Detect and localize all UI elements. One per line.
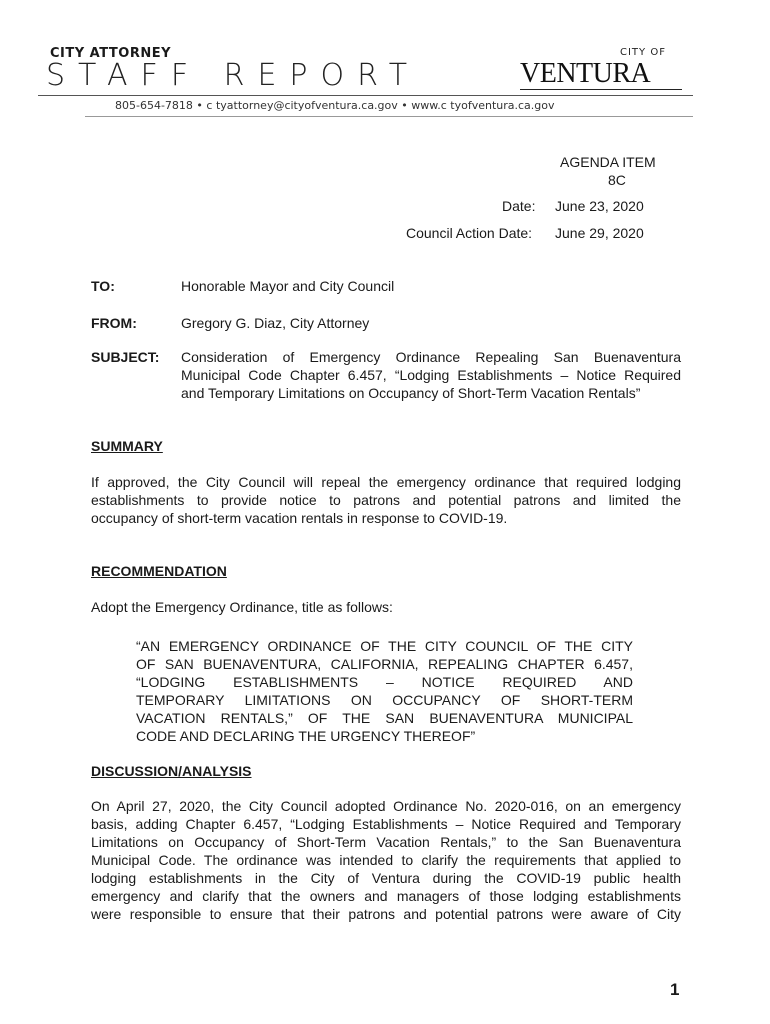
agenda-item: 8C (608, 172, 626, 188)
report-title: STAFF REPORT (46, 58, 421, 93)
ventura-logo (520, 60, 682, 88)
subject-line: Consideration of Emergency Ordinance Repealing San Buenaventura (181, 349, 681, 365)
council-date-label: Council Action Date: (406, 225, 533, 241)
quote-line: CODE AND DECLARING THE URGENCY THEREOF” (136, 728, 476, 744)
subject-line: Municipal Code Chapter 6.457, “Lodging Establishments – Notice Required (181, 367, 681, 383)
quote-line: OF SAN BUENAVENTURA, CALIFORNIA, REPEALING CHAPTER 6.457, (136, 656, 633, 672)
recommendation-heading: RECOMMENDATION (91, 563, 227, 579)
date-label: Date: (502, 198, 536, 214)
discussion-line: were responsible to ensure that their patrons and potential patrons were aware of City (91, 906, 681, 922)
council-date-value: June 29, 2020 (555, 225, 644, 241)
quote-line: VACATION RENTALS,” OF THE SAN BUENAVENTURA MUNICIPAL (136, 710, 633, 726)
subject-label: SUBJECT: (91, 349, 160, 365)
contact-line: 805-654-7818 • c tyattorney@cityofventura.ca.gov • www.c tyofventura.ca.gov (115, 99, 555, 112)
to-value: Honorable Mayor and City Council (181, 278, 395, 294)
summary-heading: SUMMARY (91, 438, 163, 454)
summary-paragraph (91, 473, 681, 527)
discussion-line: Limitations on Occupancy of Short-Term Vacation Rentals,” to the San Buenaventura (91, 834, 681, 850)
discussion-line: Municipal Code. The ordinance was intended to clarify the requirements that applied to (91, 852, 681, 868)
date-value: June 23, 2020 (555, 198, 644, 214)
discussion-line: basis, adding Chapter 6.457, “Lodging Establishments – Notice Required and Temporary (91, 816, 681, 832)
to-label: TO: (91, 278, 115, 294)
from-label: FROM: (91, 315, 137, 331)
discussion-heading: DISCUSSION/ANALYSIS (91, 763, 252, 779)
summary-line: occupancy of short-term vacation rentals in response to COVID-19. (91, 510, 508, 526)
discussion-paragraph (91, 797, 681, 923)
recommendation-intro: Adopt the Emergency Ordinance, title as follows: (91, 599, 393, 615)
ordinance-title-quote (136, 637, 633, 745)
discussion-line: On April 27, 2020, the City Council adopted Ordinance No. 2020-016, on an emergency (91, 798, 681, 814)
quote-line: “LODGING ESTABLISHMENTS – NOTICE REQUIRED AND (136, 674, 633, 690)
quote-line: TEMPORARY LIMITATIONS ON OCCUPANCY OF SHORT-TERM (136, 692, 633, 708)
agenda-label: AGENDA ITEM (560, 154, 656, 170)
discussion-line: emergency and clarify that the owners and managers of those lodging establishments (91, 888, 681, 904)
discussion-line: lodging establishments in the City of Ventura during the COVID-19 public health (91, 870, 681, 886)
quote-line: “AN EMERGENCY ORDINANCE OF THE CITY COUNCIL OF THE CITY (136, 638, 633, 654)
summary-line: If approved, the City Council will repeal the emergency ordinance that required lodging (91, 474, 681, 490)
subject-text (181, 348, 681, 402)
summary-line: establishments to provide notice to patrons and potential patrons and limited the (91, 492, 681, 508)
header-rule (38, 95, 693, 96)
page-number: 1 (670, 980, 680, 999)
from-value: Gregory G. Diaz, City Attorney (181, 315, 370, 331)
subject-line: and Temporary Limitations on Occupancy of Short-Term Vacation Rentals” (181, 385, 641, 401)
office-label: CITY ATTORNEY (50, 46, 172, 61)
city-of-label: CITY OF (620, 47, 666, 58)
city-name: VENTURA (520, 58, 651, 89)
contact-rule (85, 116, 693, 117)
